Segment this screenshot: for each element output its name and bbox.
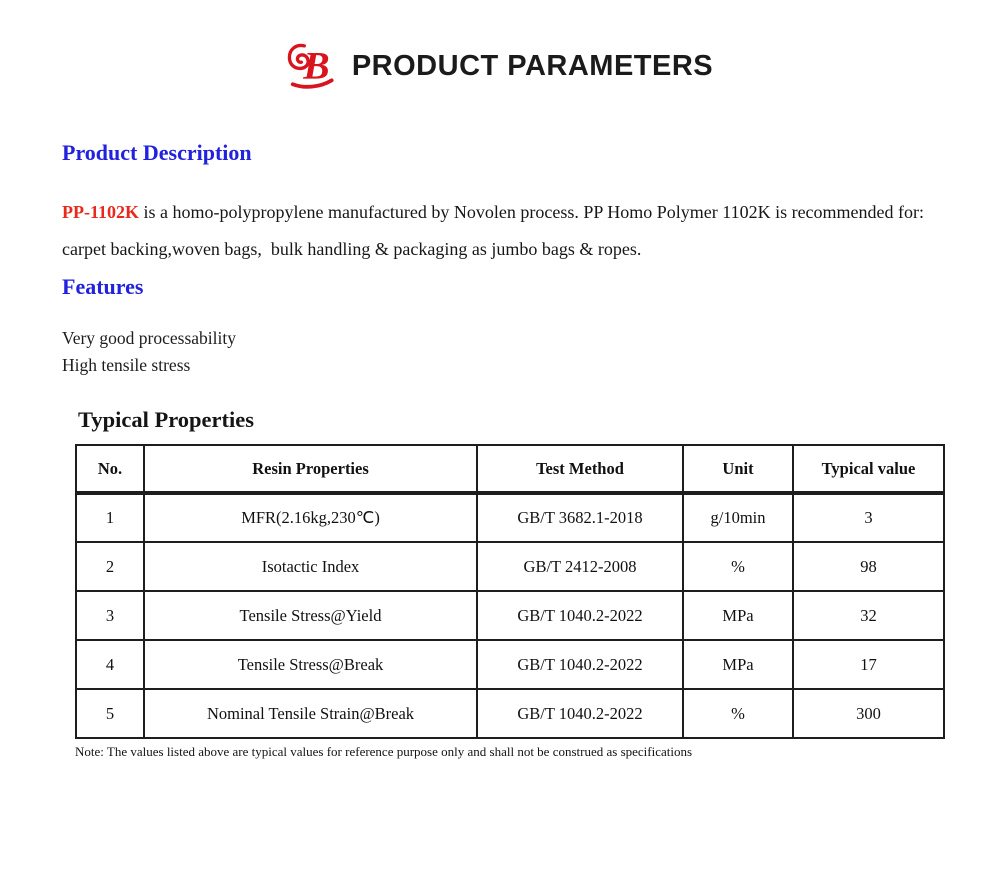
table-cell-no: 5 — [76, 689, 144, 738]
table-cell-no: 4 — [76, 640, 144, 689]
feature-item: High tensile stress — [62, 355, 191, 375]
page-header — [0, 42, 1000, 90]
table-cell-no: 3 — [76, 591, 144, 640]
page-title: PRODUCT PARAMETERS — [351, 49, 714, 82]
table-row — [76, 542, 944, 591]
table-cell-typical-value: 17 — [793, 640, 944, 689]
table-cell-test-method: GB/T 1040.2-2022 — [477, 591, 683, 640]
table-cell-test-method: GB/T 2412-2008 — [477, 542, 683, 591]
table-row — [76, 640, 944, 689]
section-heading-features: Features — [62, 274, 144, 299]
feature-list — [62, 325, 940, 379]
feature-item: Very good processability — [62, 328, 236, 348]
brand-logo-icon — [287, 42, 335, 90]
svg-text:B: B — [303, 43, 330, 88]
table-cell-resin-property: Tensile Stress@Break — [144, 640, 477, 689]
product-description-paragraph — [62, 194, 934, 268]
col-header-resin-properties: Resin Properties — [144, 445, 477, 493]
col-header-unit: Unit — [683, 445, 793, 493]
table-cell-no: 2 — [76, 542, 144, 591]
table-cell-resin-property: Isotactic Index — [144, 542, 477, 591]
table-cell-typical-value: 3 — [793, 493, 944, 542]
table-cell-no: 1 — [76, 493, 144, 542]
col-header-test-method: Test Method — [477, 445, 683, 493]
table-cell-resin-property: Nominal Tensile Strain@Break — [144, 689, 477, 738]
table-cell-test-method: GB/T 3682.1-2018 — [477, 493, 683, 542]
table-cell-unit: MPa — [683, 640, 793, 689]
col-header-typical-value: Typical value — [793, 445, 944, 493]
table-cell-unit: % — [683, 542, 793, 591]
typical-properties-table — [75, 444, 945, 739]
table-row — [76, 493, 944, 542]
table-note: Note: The values listed above are typical values for reference purpose only and shall not be construed as specifications — [75, 744, 693, 759]
section-heading-product-description: Product Description — [62, 140, 252, 165]
table-cell-typical-value: 300 — [793, 689, 944, 738]
table-cell-test-method: GB/T 1040.2-2022 — [477, 640, 683, 689]
col-header-no: No. — [76, 445, 144, 493]
table-header-row — [76, 445, 944, 493]
table-cell-unit: % — [683, 689, 793, 738]
table-cell-test-method: GB/T 1040.2-2022 — [477, 689, 683, 738]
table-cell-unit: g/10min — [683, 493, 793, 542]
table-cell-resin-property: Tensile Stress@Yield — [144, 591, 477, 640]
document-body — [62, 139, 940, 760]
section-heading-typical-properties: Typical Properties — [78, 407, 255, 432]
product-description-text: is a homo-polypropylene manufactured by Novolen process. PP Homo Polymer 1102K is recommended for: carpet backing,woven bags, bulk handling & packaging as jumbo bags & ropes. — [62, 202, 929, 259]
table-cell-unit: MPa — [683, 591, 793, 640]
table-row — [76, 689, 944, 738]
table-cell-typical-value: 32 — [793, 591, 944, 640]
table-cell-resin-property: MFR(2.16kg,230℃) — [144, 493, 477, 542]
table-row — [76, 591, 944, 640]
table-cell-typical-value: 98 — [793, 542, 944, 591]
product-code: PP-1102K — [62, 202, 139, 222]
